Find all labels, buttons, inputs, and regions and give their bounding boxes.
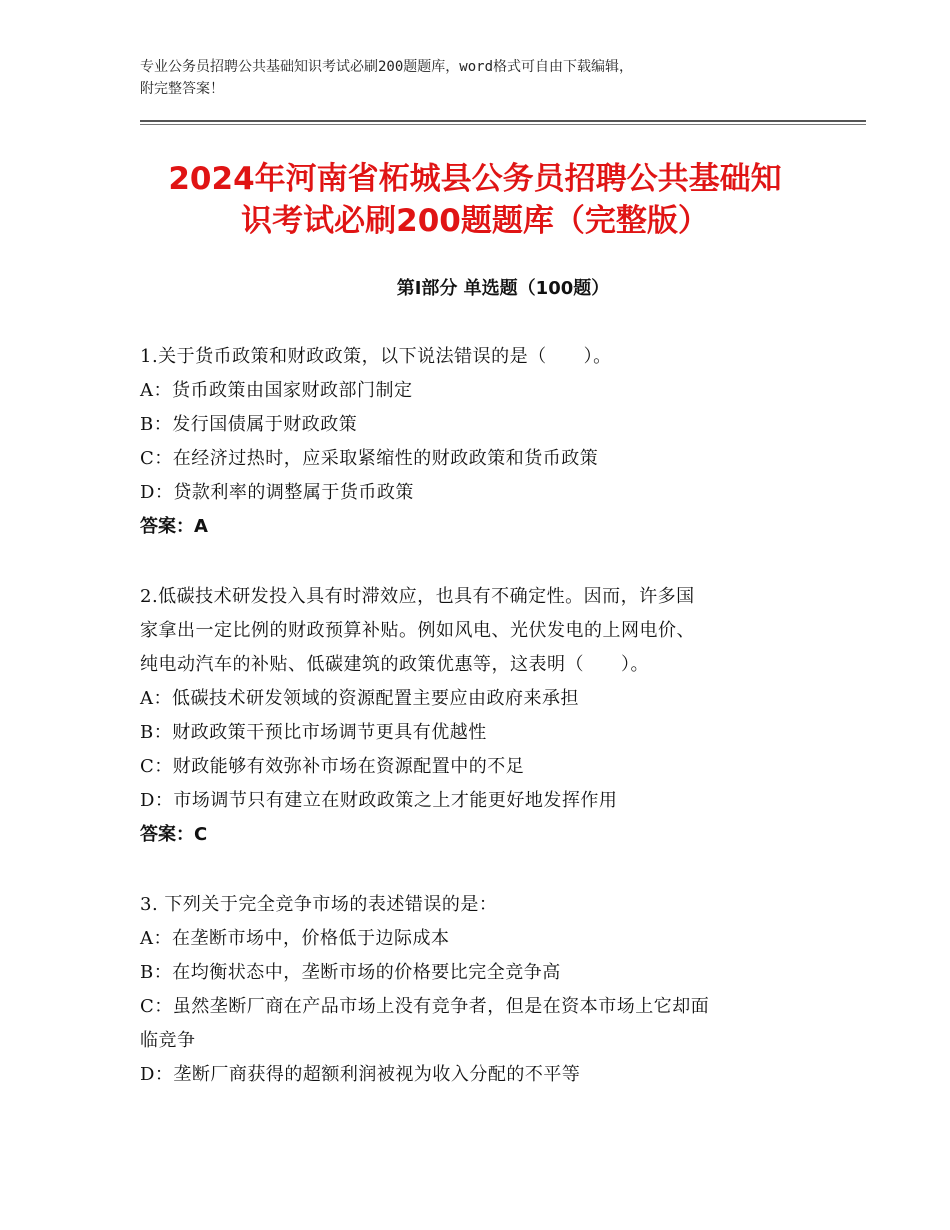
document-title-line-1: 2024年河南省柘城县公务员招聘公共基础知 bbox=[168, 161, 782, 197]
section-heading: 第Ⅰ部分 单选题（100题） bbox=[396, 278, 610, 299]
header-note-line-1: 专业公务员招聘公共基础知识考试必刷200题题库，word格式可自由下载编辑， bbox=[140, 59, 633, 75]
answer-label: 答案：C bbox=[140, 824, 208, 845]
header-divider bbox=[140, 120, 866, 122]
option-c: C：虽然垄断厂商在产品市场上没有竞争者，但是在资本市场上它却面 bbox=[140, 996, 710, 1017]
option-d: D：市场调节只有建立在财政政策之上才能更好地发挥作用 bbox=[140, 790, 618, 811]
header-note-line-2: 附完整答案！ bbox=[140, 81, 224, 97]
document-title-line-2: 识考试必刷200题题库（完整版） bbox=[241, 203, 709, 239]
option-a: A：在垄断市场中，价格低于边际成本 bbox=[140, 928, 450, 949]
question-stem-line-2: 家拿出一定比例的财政预算补贴。例如风电、光伏发电的上网电价、 bbox=[140, 620, 695, 641]
question-3 bbox=[140, 888, 806, 1092]
option-c-continued: 临竞争 bbox=[140, 1030, 196, 1051]
header-note bbox=[140, 56, 820, 100]
option-c: C：财政能够有效弥补市场在资源配置中的不足 bbox=[140, 756, 525, 777]
option-b: B：财政政策干预比市场调节更具有优越性 bbox=[140, 722, 487, 743]
question-stem-line-3: 纯电动汽车的补贴、低碳建筑的政策优惠等，这表明（ ）。 bbox=[140, 654, 649, 675]
question-1 bbox=[140, 340, 806, 544]
option-c: C：在经济过热时，应采取紧缩性的财政政策和货币政策 bbox=[140, 448, 599, 469]
question-stem: 3. 下列关于完全竞争市场的表述错误的是： bbox=[140, 894, 498, 915]
option-b: B：发行国债属于财政政策 bbox=[140, 414, 358, 435]
question-2 bbox=[140, 580, 806, 852]
option-b: B：在均衡状态中，垄断市场的价格要比完全竞争高 bbox=[140, 962, 561, 983]
question-list bbox=[140, 340, 806, 1128]
question-stem-line-1: 2.低碳技术研发投入具有时滞效应，也具有不确定性。因而，许多国 bbox=[140, 586, 695, 607]
header-divider-thin bbox=[140, 124, 866, 125]
question-stem: 1.关于货币政策和财政政策，以下说法错误的是（ ）。 bbox=[140, 346, 612, 367]
option-d: D：垄断厂商获得的超额利润被视为收入分配的不平等 bbox=[140, 1064, 581, 1085]
option-a: A：货币政策由国家财政部门制定 bbox=[140, 380, 413, 401]
document-title bbox=[100, 158, 850, 242]
option-d: D：贷款利率的调整属于货币政策 bbox=[140, 482, 414, 503]
option-a: A：低碳技术研发领域的资源配置主要应由政府来承担 bbox=[140, 688, 579, 709]
answer-label: 答案：A bbox=[140, 516, 208, 537]
